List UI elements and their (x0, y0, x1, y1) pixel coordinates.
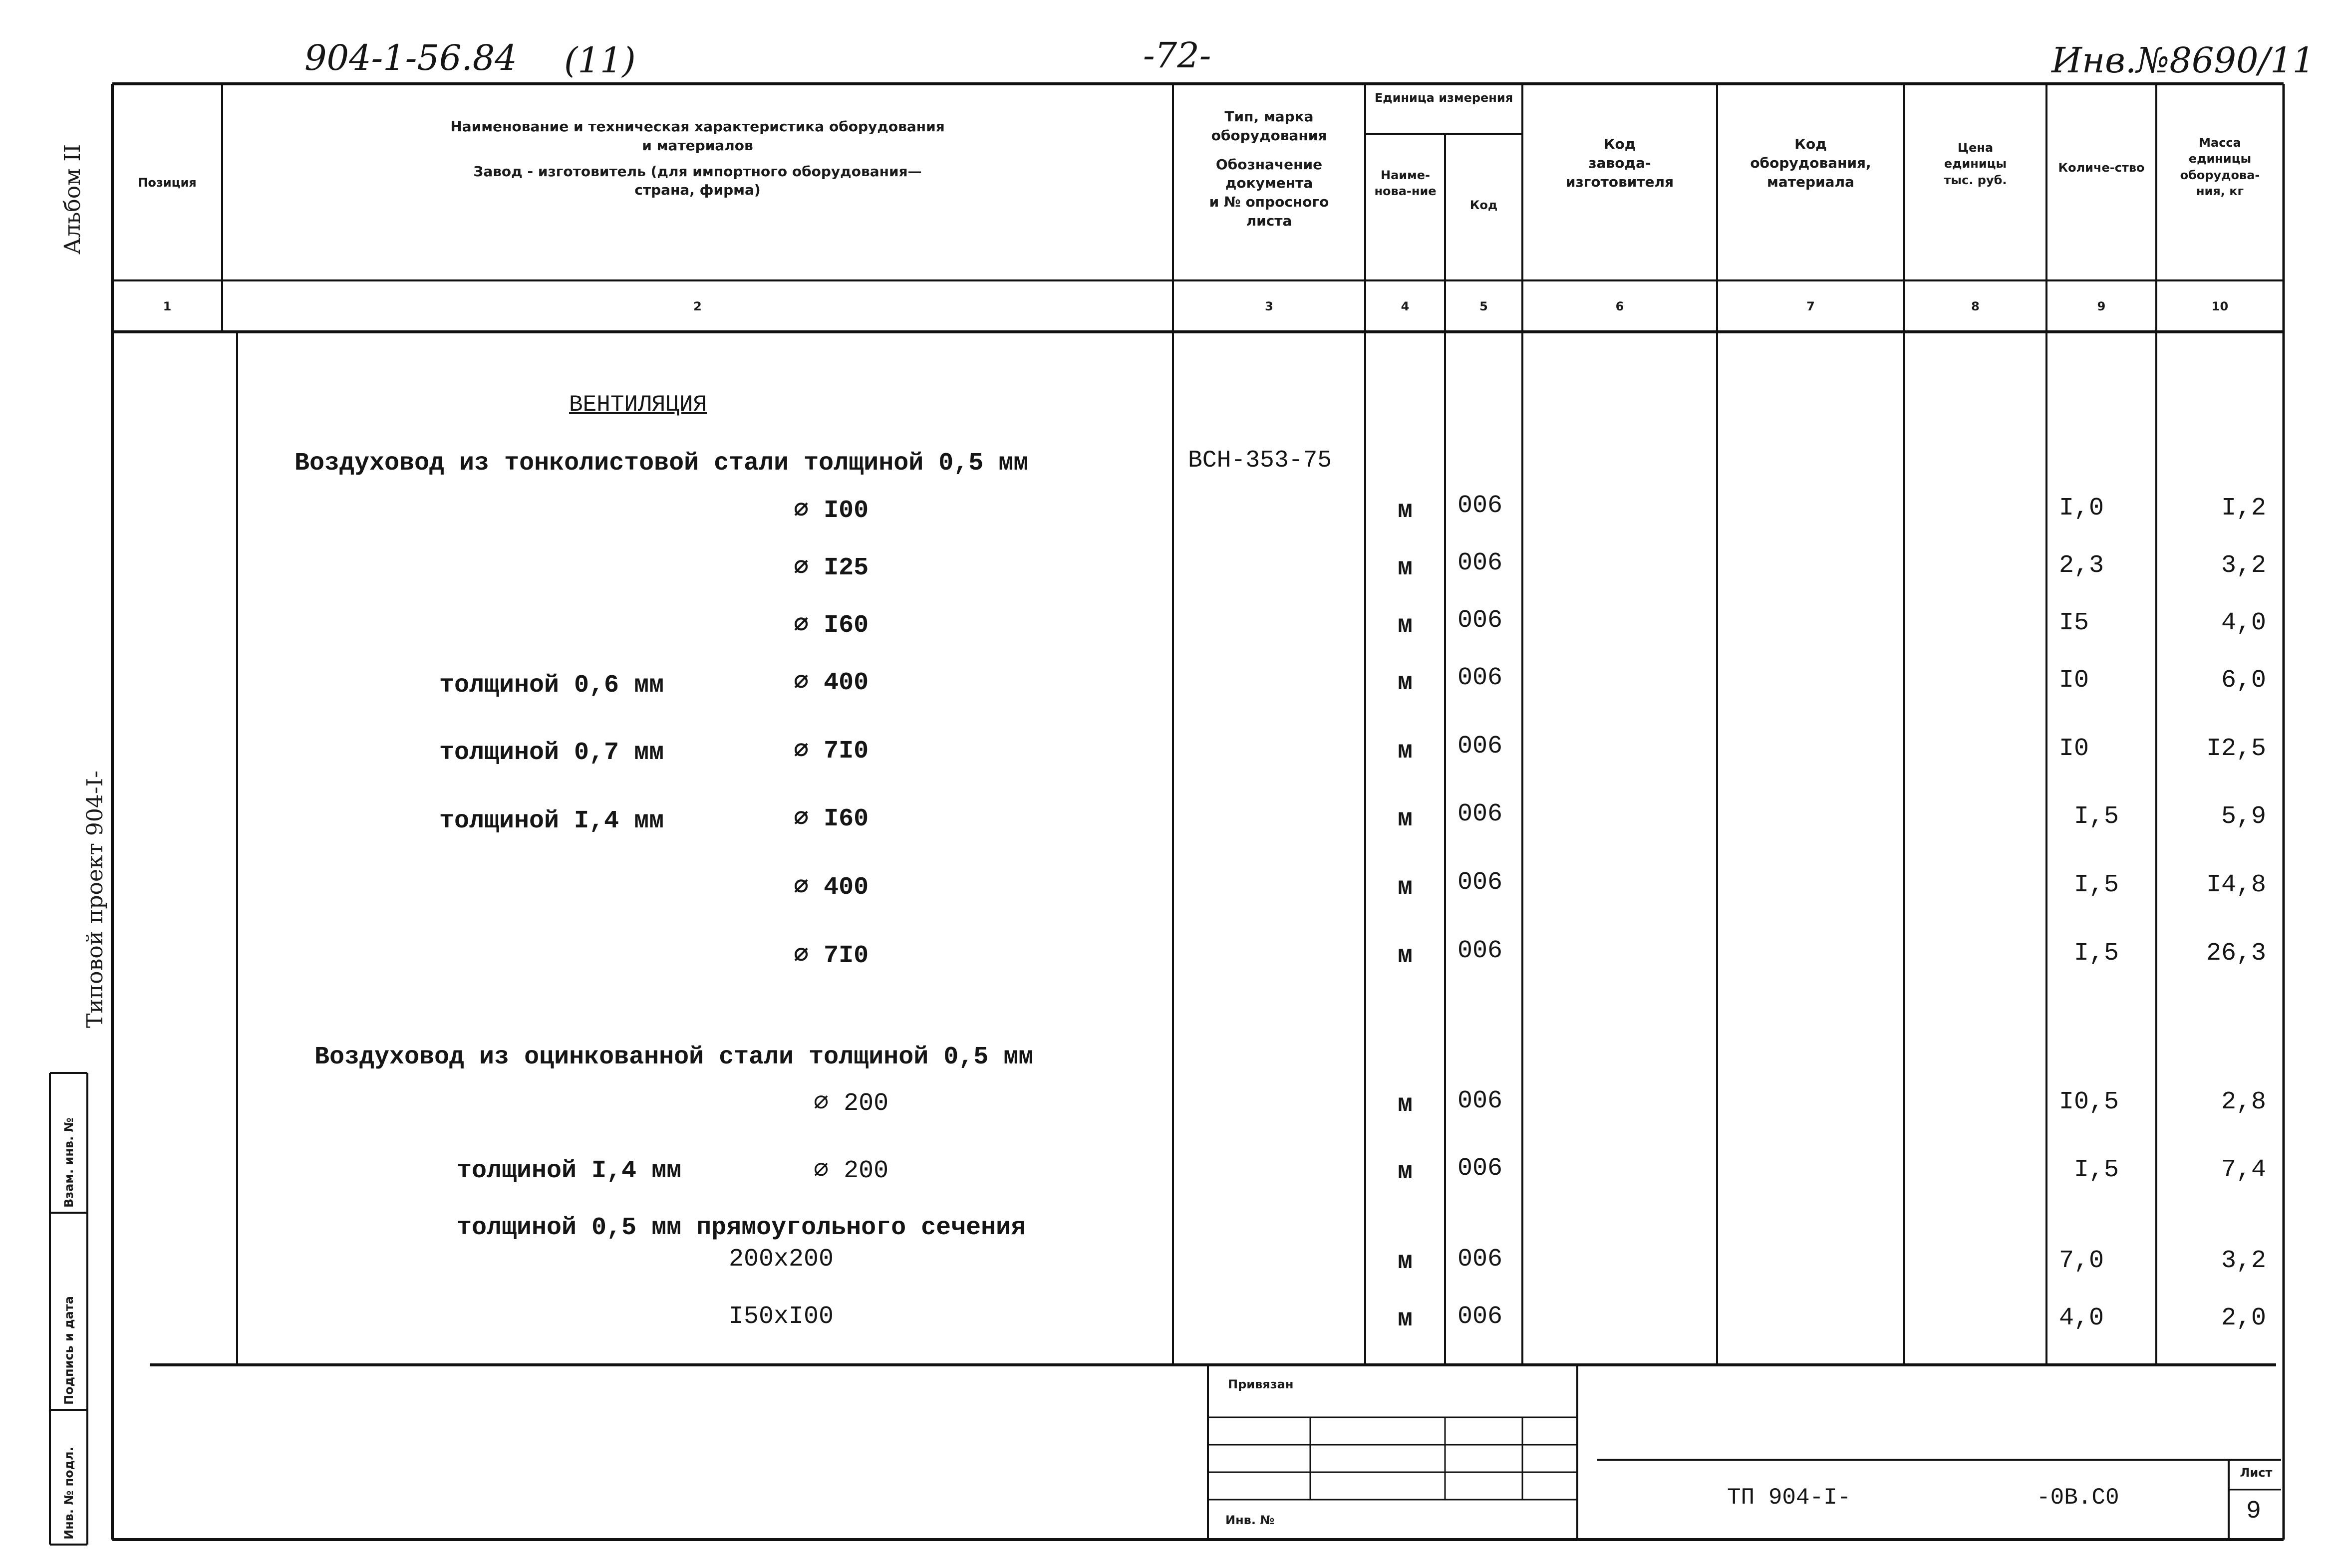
row-code: 006 (1457, 1245, 1503, 1274)
inventory-number: Инв.№8690/11 (2051, 40, 2315, 81)
row-thickness: толщиной 0,7 мм (439, 739, 664, 767)
row-mass: 7,4 (2221, 1156, 2266, 1184)
row-code: 006 (1457, 937, 1503, 965)
row-unit: м (1397, 1158, 1413, 1186)
row-diameter: ∅ 7I0 (794, 942, 869, 970)
row-unit: м (1397, 942, 1413, 970)
row-size: 200x200 (729, 1245, 834, 1274)
group1-doc: ВСН-353-75 (1188, 447, 1332, 474)
header-unit-name: Наиме-нова-ние (1374, 168, 1437, 199)
row-unit: м (1397, 737, 1413, 766)
sheet-number: 9 (2246, 1497, 2261, 1526)
row-quantity: 2,3 (2059, 551, 2104, 580)
row-quantity: I,5 (2074, 871, 2119, 899)
row-size: I50xI00 (729, 1303, 834, 1331)
row-diameter: ∅ 7I0 (794, 737, 869, 766)
page-number: -72- (1143, 35, 1211, 76)
row-code: 006 (1457, 1154, 1503, 1183)
row-unit: м (1397, 873, 1413, 902)
colnum-2: 2 (693, 299, 702, 313)
row-mass: 26,3 (2206, 939, 2266, 968)
row-quantity: I0 (2059, 735, 2089, 763)
group1-title: Воздуховод из тонколистовой стали толщиной 0,5 мм (294, 449, 1029, 478)
stamp-replaced-inv: Взам. инв. № (62, 1117, 76, 1208)
row-unit: м (1397, 669, 1413, 697)
colnum-1: 1 (163, 299, 172, 313)
row-code: 006 (1457, 1303, 1503, 1331)
doc-code-right: -0В.С0 (2037, 1485, 2119, 1511)
row-unit: м (1397, 497, 1413, 525)
album-label: Альбом II (60, 144, 85, 255)
row-code: 006 (1457, 606, 1503, 635)
header-quantity: Количе-ство (2058, 161, 2145, 175)
colnum-4: 4 (1401, 299, 1410, 313)
colnum-8: 8 (1971, 299, 1980, 313)
row-quantity: I,5 (2074, 802, 2119, 831)
project-code: 904-1-56.84 (304, 37, 517, 78)
row-code: 006 (1457, 549, 1503, 577)
row-diameter: ∅ I25 (794, 554, 869, 582)
row-quantity: I0 (2059, 666, 2089, 695)
stamp-signature-date: Подпись и дата (62, 1296, 76, 1405)
inv-label: Инв. № (1225, 1513, 1275, 1527)
row-thickness: толщиной I,4 мм (457, 1157, 682, 1185)
row-thickness: толщиной 0,6 мм (439, 671, 664, 700)
doc-code-left: ТП 904-I- (1727, 1485, 1851, 1511)
row-unit: м (1397, 1305, 1413, 1333)
row-quantity: I0,5 (2059, 1088, 2119, 1116)
row-mass: 3,2 (2221, 551, 2266, 580)
row-mass: 5,9 (2221, 802, 2266, 831)
header-name: Наименование и техническая характеристика оборудования и материалов Завод - изготовитель (для импортного оборудования— страна, фирма) (450, 118, 945, 199)
row-diameter: ∅ I60 (794, 611, 869, 640)
row-quantity: I,5 (2074, 939, 2119, 968)
row-mass: 4,0 (2221, 609, 2266, 637)
row-unit: м (1397, 611, 1413, 640)
row-mass: 3,2 (2221, 1247, 2266, 1275)
row-quantity: 7,0 (2059, 1247, 2104, 1275)
row-code: 006 (1457, 492, 1503, 520)
row-code: 006 (1457, 732, 1503, 761)
colnum-7: 7 (1806, 299, 1815, 313)
header-type: Тип, марка оборудования Обозначение документа и № опросного листа (1209, 108, 1329, 229)
row-diameter: ∅ 400 (794, 873, 869, 902)
colnum-9: 9 (2097, 299, 2106, 313)
row-unit: м (1397, 1248, 1413, 1276)
section-title: ВЕНТИЛЯЦИЯ (569, 392, 707, 418)
group3-title: толщиной 0,5 мм прямоугольного сечения (457, 1214, 1026, 1242)
row-mass: 2,0 (2221, 1304, 2266, 1332)
attached-label: Привязан (1228, 1377, 1294, 1391)
row-diameter: ∅ 200 (814, 1157, 889, 1185)
row-quantity: 4,0 (2059, 1304, 2104, 1332)
row-mass: I2,5 (2206, 735, 2266, 763)
row-mass: I4,8 (2206, 871, 2266, 899)
header-position: Позиция (138, 176, 197, 190)
row-mass: 2,8 (2221, 1088, 2266, 1116)
colnum-10: 10 (2211, 299, 2229, 313)
sheet-mark: (11) (564, 40, 636, 81)
header-price: Цена единицы тыс. руб. (1944, 141, 2007, 187)
row-mass: 6,0 (2221, 666, 2266, 695)
row-thickness: толщиной I,4 мм (439, 807, 664, 835)
row-diameter: ∅ 200 (814, 1089, 889, 1118)
colnum-6: 6 (1615, 299, 1624, 313)
row-code: 006 (1457, 868, 1503, 897)
header-mass: Масса единицы оборудова- ния, кг (2180, 136, 2260, 199)
row-unit: м (1397, 1090, 1413, 1119)
row-diameter: ∅ I60 (794, 805, 869, 833)
row-code: 006 (1457, 800, 1503, 828)
project-label: Типовой проект 904-I- (82, 770, 108, 1028)
group2-title: Воздуховод из оцинкованной стали толщиной 0,5 мм (314, 1043, 1034, 1071)
row-code: 006 (1457, 664, 1503, 692)
row-diameter: ∅ 400 (794, 669, 869, 697)
row-diameter: ∅ I00 (794, 497, 869, 525)
row-quantity: I,5 (2074, 1156, 2119, 1184)
row-unit: м (1397, 805, 1413, 833)
row-mass: I,2 (2221, 494, 2266, 523)
stamp-inv-orig: Инв. № подл. (62, 1447, 76, 1540)
row-quantity: I5 (2059, 609, 2089, 637)
row-code: 006 (1457, 1087, 1503, 1115)
header-unit-code: Код (1469, 198, 1498, 212)
colnum-3: 3 (1265, 299, 1273, 313)
sheet-label: Лист (2240, 1466, 2273, 1480)
colnum-5: 5 (1479, 299, 1488, 313)
header-unit-group: Единица измерения (1374, 91, 1513, 105)
row-unit: м (1397, 554, 1413, 582)
row-quantity: I,0 (2059, 494, 2104, 523)
header-plant-code: Код завода- изготовителя (1565, 136, 1674, 190)
header-equipment-code: Код оборудования, материала (1750, 136, 1871, 190)
